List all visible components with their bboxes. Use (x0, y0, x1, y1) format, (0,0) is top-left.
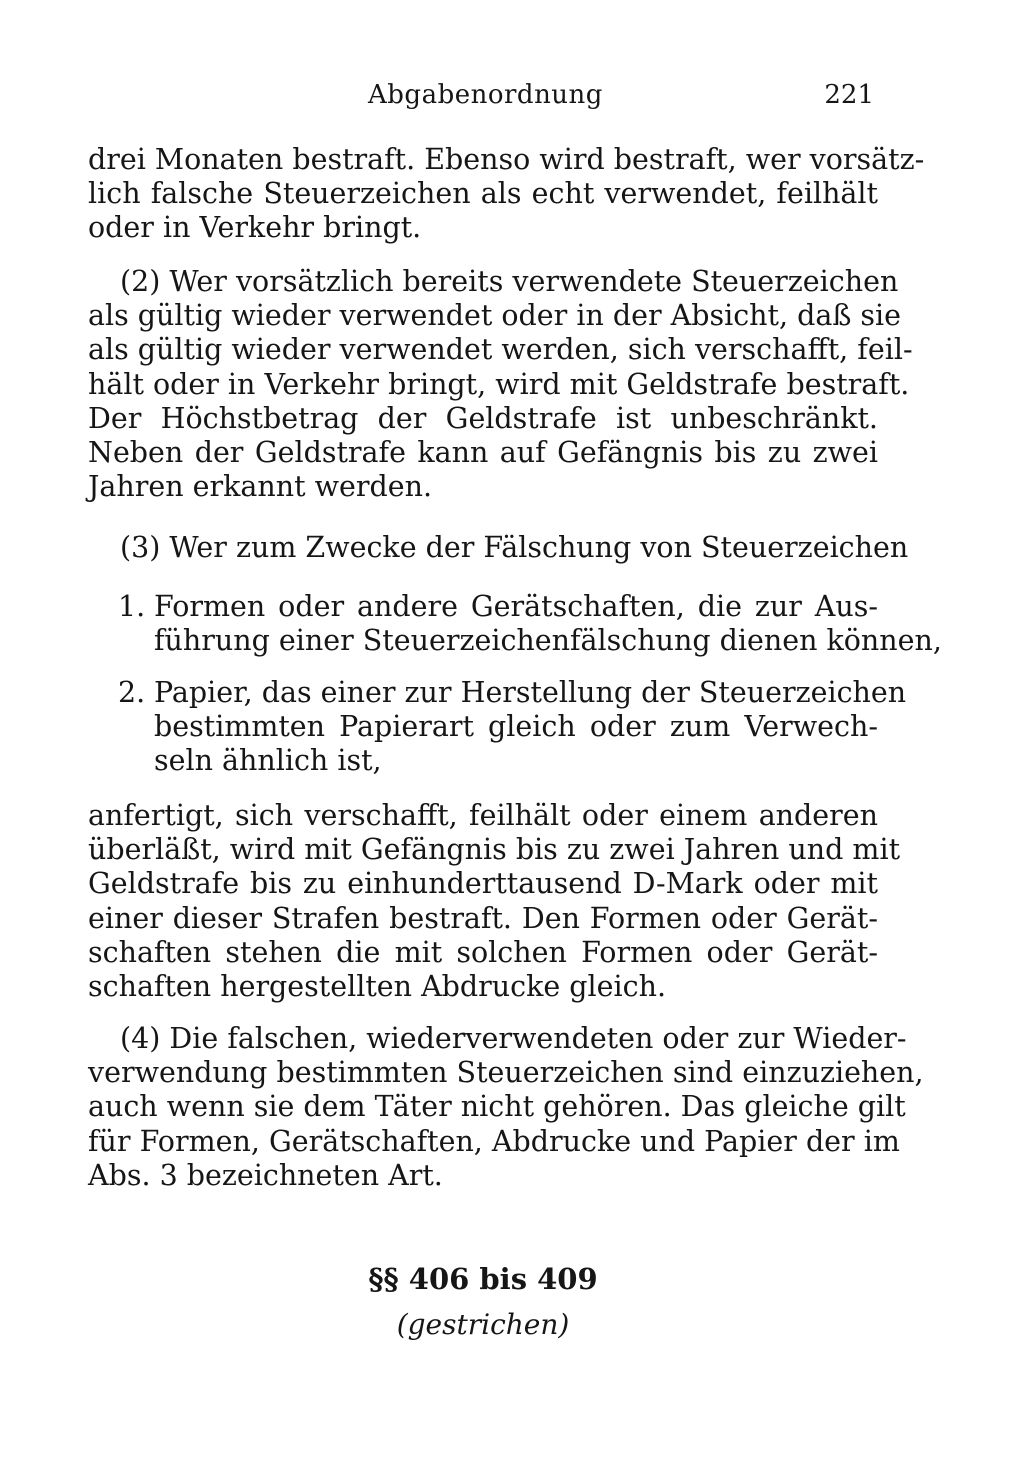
paragraph-2 (88, 265, 913, 504)
text-line: schaften hergestellten Abdrucke gleich. (88, 970, 667, 1004)
paragraph-3-continuation (88, 799, 901, 1004)
text-line: als gültig wieder verwendet oder in der Absicht, daß sie (88, 299, 902, 333)
list-item-1 (118, 590, 942, 658)
text-line: (2) Wer vorsätzlich bereits verwendete Steuerzeichen (120, 265, 899, 298)
paragraph-4 (88, 1022, 924, 1193)
text-line: auch wenn sie dem Täter nicht gehören. Das gleiche gilt (88, 1090, 906, 1124)
section-note: (gestrichen) (396, 1308, 570, 1341)
text-line: Der Höchstbetrag der Geldstrafe ist unbeschränkt. (88, 401, 878, 435)
text-line: Abs. 3 bezeichneten Art. (88, 1158, 443, 1192)
text-line: Formen oder andere Gerätschaften, die zur Aus- (154, 590, 878, 623)
text-line: anfertigt, sich verschafft, feilhält oder einem anderen (88, 799, 878, 832)
text-line: bestimmten Papierart gleich oder zum Verwech- (154, 710, 878, 744)
text-line: führung einer Steuerzeichenfälschung dienen können, (154, 624, 942, 658)
text-line: Papier, das einer zur Herstellung der Steuerzeichen (154, 676, 907, 709)
paragraph-3-intro (88, 531, 909, 565)
text-line: verwendung bestimmten Steuerzeichen sind einzuziehen, (88, 1056, 924, 1090)
list-number: 1. (118, 590, 146, 623)
text-line: (3) Wer zum Zwecke der Fälschung von Steuerzeichen (120, 531, 909, 564)
text-line: Jahren erkannt werden. (88, 470, 433, 504)
page-number: 221 (824, 80, 874, 110)
text-line: für Formen, Gerätschaften, Abdrucke und Papier der im (88, 1124, 900, 1158)
text-line: als gültig wieder verwendet werden, sich verschafft, feil- (88, 333, 913, 367)
section-heading: §§ 406 bis 409 (368, 1262, 598, 1296)
list-number: 2. (118, 676, 146, 709)
running-head: Abgabenordnung (368, 80, 603, 110)
paragraph-continuation (88, 143, 925, 246)
text-line: Neben der Geldstrafe kann auf Gefängnis bis zu zwei (88, 436, 878, 470)
text-line: hält oder in Verkehr bringt, wird mit Geldstrafe bestraft. (88, 367, 910, 401)
text-line: lich falsche Steuerzeichen als echt verwendet, feilhält (88, 177, 878, 211)
text-line: überläßt, wird mit Gefängnis bis zu zwei Jahren und mit (88, 833, 901, 867)
text-line: oder in Verkehr bringt. (88, 211, 422, 245)
text-line: seln ähnlich ist, (154, 744, 382, 778)
text-line: (4) Die falschen, wiederverwendeten oder zur Wieder- (120, 1022, 907, 1055)
list-item-2 (118, 676, 907, 779)
text-line: Geldstrafe bis zu einhunderttausend D-Mark oder mit (88, 867, 878, 901)
text-line: schaften stehen die mit solchen Formen oder Gerät- (88, 935, 878, 969)
text-line: einer dieser Strafen bestraft. Den Formen oder Gerät- (88, 901, 878, 935)
text-line: drei Monaten bestraft. Ebenso wird bestraft, wer vorsätz- (88, 143, 925, 176)
